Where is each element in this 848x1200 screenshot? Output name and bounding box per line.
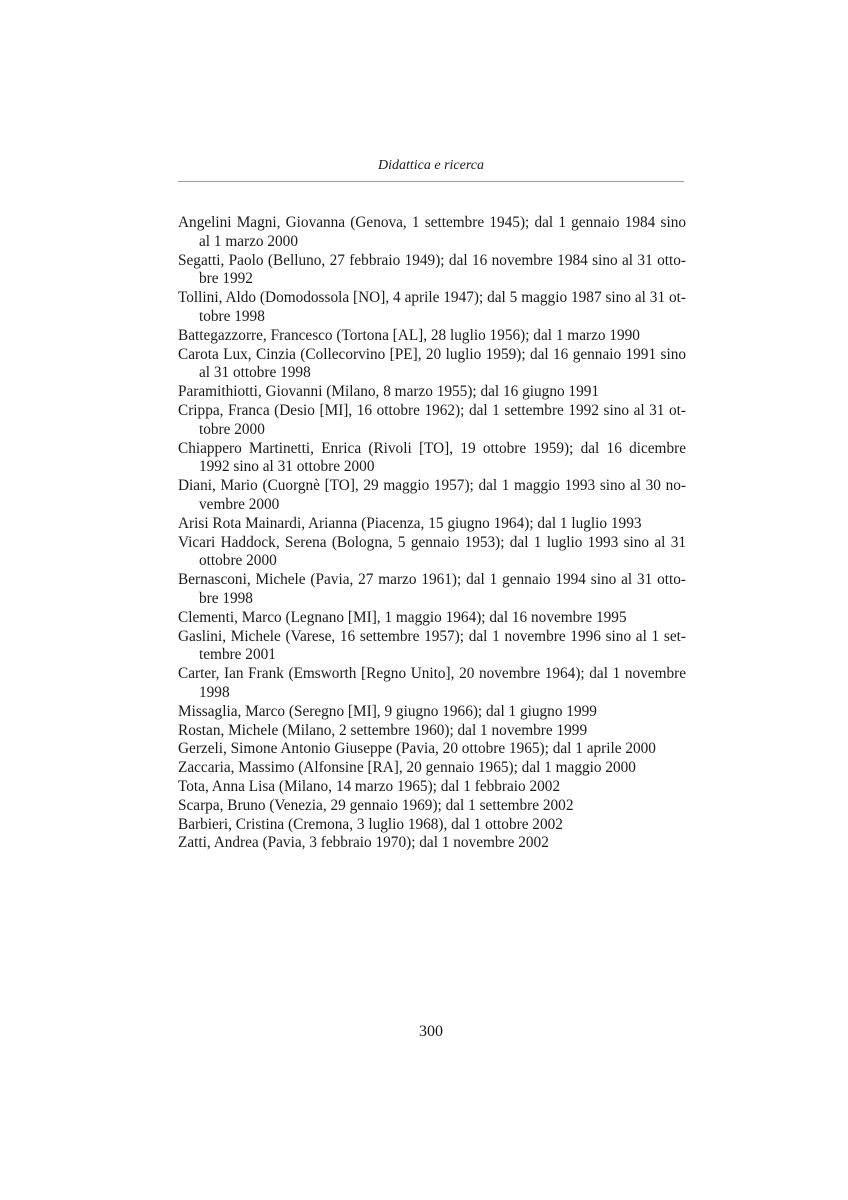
list-item: Missaglia, Marco (Seregno [MI], 9 giugno 1966); dal 1 giugno 1999 — [178, 702, 597, 720]
list-item: Battegazzorre, Francesco (Tortona [AL], 28 luglio 1956); dal 1 marzo 1990 — [178, 326, 640, 344]
list-item: Paramithiotti, Giovanni (Milano, 8 marzo 1955); dal 16 giugno 1991 — [178, 383, 600, 401]
list-item: Scarpa, Bruno (Venezia, 29 gennaio 1969); dal 1 settembre 2002 — [178, 796, 574, 814]
page-number: 300 — [419, 1023, 443, 1040]
header-rule — [178, 181, 684, 182]
list-item: Zatti, Andrea (Pavia, 3 febbraio 1970); dal 1 novembre 2002 — [178, 834, 549, 852]
list-item: Tota, Anna Lisa (Milano, 14 marzo 1965); dal 1 febbraio 2002 — [178, 777, 561, 795]
list-item: Angelini Magni, Giovanna (Genova, 1 settembre 1945); dal 1 gennaio 1984 sino al 1 marzo 2000 — [178, 214, 686, 250]
list-item: Diani, Mario (Cuorgnè [TO], 29 maggio 1957); dal 1 maggio 1993 sino al 30 novembre 2000 — [178, 477, 686, 513]
list-item: Rostan, Michele (Milano, 2 settembre 1960); dal 1 novembre 1999 — [178, 721, 588, 739]
faculty-list — [178, 214, 686, 853]
list-item: Gaslini, Michele (Varese, 16 settembre 1957); dal 1 novembre 1996 sino al 1 settembre 2001 — [178, 627, 686, 664]
list-item: Segatti, Paolo (Belluno, 27 febbraio 1949); dal 16 novembre 1984 sino al 31 ottobre 1992 — [178, 251, 686, 288]
list-item: Clementi, Marco (Legnano [MI], 1 maggio 1964); dal 16 novembre 1995 — [178, 608, 627, 626]
list-item: Arisi Rota Mainardi, Arianna (Piacenza, 15 giugno 1964); dal 1 luglio 1993 — [178, 514, 642, 532]
list-item: Carter, Ian Frank (Emsworth [Regno Unito], 20 novembre 1964); dal 1 novembre 1998 — [178, 665, 686, 701]
list-item: Zaccaria, Massimo (Alfonsine [RA], 20 gennaio 1965); dal 1 maggio 2000 — [178, 759, 636, 777]
list-item: Gerzeli, Simone Antonio Giuseppe (Pavia, 20 ottobre 1965); dal 1 aprile 2000 — [178, 740, 656, 758]
running-head-title: Didattica e ricerca — [377, 158, 484, 173]
list-item: Chiappero Martinetti, Enrica (Rivoli [TO], 19 ottobre 1959); dal 16 dicembre 1992 sino al 31 ottobre 2000 — [178, 439, 686, 476]
list-item: Vicari Haddock, Serena (Bologna, 5 gennaio 1953); dal 1 luglio 1993 sino al 31 ottobre 2000 — [178, 533, 686, 570]
list-item: Crippa, Franca (Desio [MI], 16 ottobre 1962); dal 1 settembre 1992 sino al 31 ottobre 2000 — [178, 401, 686, 438]
list-item: Carota Lux, Cinzia (Collecorvino [PE], 20 luglio 1959); dal 16 gennaio 1991 sino al 31 ottobre 1998 — [178, 345, 686, 382]
list-item: Barbieri, Cristina (Cremona, 3 luglio 1968), dal 1 ottobre 2002 — [178, 815, 563, 833]
list-item: Tollini, Aldo (Domodossola [NO], 4 aprile 1947); dal 5 maggio 1987 sino al 31 ottobre 1998 — [178, 289, 686, 325]
list-item: Bernasconi, Michele (Pavia, 27 marzo 1961); dal 1 gennaio 1994 sino al 31 ottobre 1998 — [178, 571, 686, 607]
